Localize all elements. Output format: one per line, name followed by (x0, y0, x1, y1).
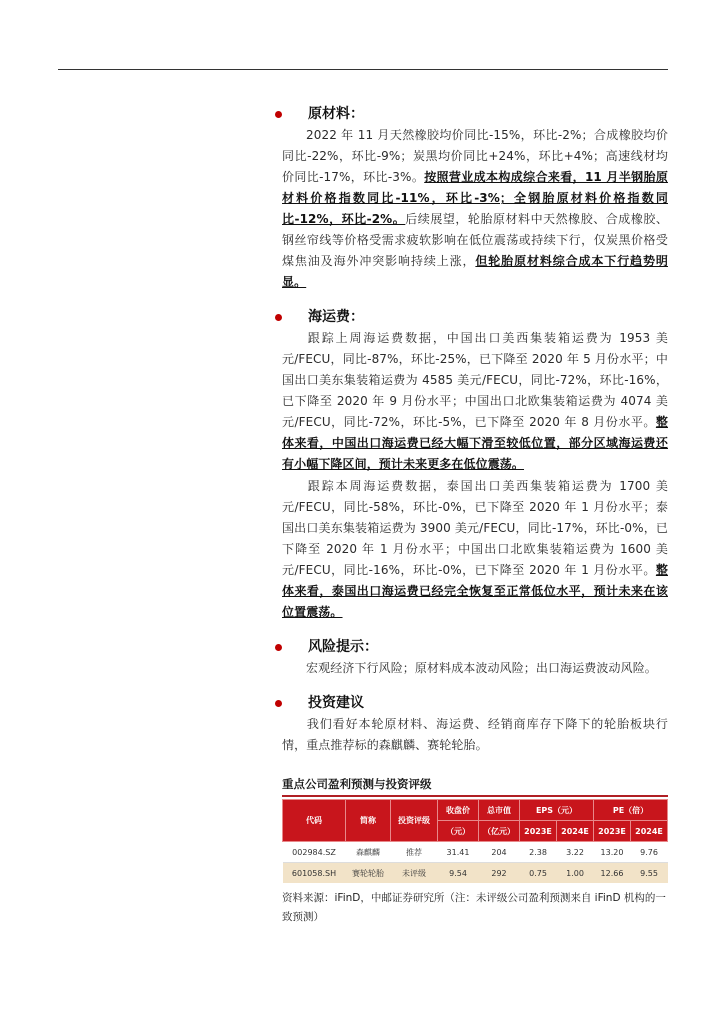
cell-name: 森麒麟 (346, 842, 391, 863)
cell-name: 赛轮轮胎 (346, 863, 391, 884)
cell-eps-2023: 0.75 (520, 863, 557, 884)
highlight-text: 但轮胎原材料综合成本下行趋势明显。 (282, 254, 668, 289)
section-heading-text: 海运费： (308, 309, 364, 325)
bullet-dot-icon (275, 644, 282, 651)
cell-pe-2024: 9.55 (631, 863, 668, 884)
cell-price: 9.54 (438, 863, 479, 884)
cell-rating: 推荐 (391, 842, 438, 863)
col-pe-2024: 2024E (631, 821, 668, 842)
source-note: 资料来源：iFinD，中邮证券研究所（注：未评级公司盈利预测来自 iFinD 机构的一致预测） (282, 892, 666, 923)
col-eps: EPS（元） (520, 800, 594, 821)
header-rule (58, 69, 668, 70)
cell-mktcap: 292 (479, 863, 520, 884)
body-text: 跟踪本周海运费数据，泰国出口美西集装箱运费为 1700 美元/FECU，同比-58%，环比-0%，已下降至 2020 年 1 月份水平；泰国出口美东集装箱运费为 3900 美元/FECU，同比-17%，环比-0%，已下降至 2020 年 1 月份水平；中国出口北欧集装箱运费为 1600 美元/FECU，同比-16%，环比-0%，已下降至 2020 年 1 月份水平。 (282, 479, 668, 577)
highlight-text: 整体来看，中国出口海运费已经大幅下滑至较低位置，部分区域海运费还有小幅下降区间，预计未来更多在低位震荡。 (282, 415, 668, 471)
paragraph (282, 328, 668, 475)
body-text: 宏观经济下行风险；原材料成本波动风险；出口海运费波动风险。 (306, 661, 657, 675)
section (282, 104, 668, 293)
cell-eps-2024: 1.00 (557, 863, 594, 884)
table-row (283, 863, 668, 884)
table-row (283, 842, 668, 863)
section-heading (282, 693, 668, 713)
paragraph (282, 714, 668, 756)
body-text: 2022 年 11 月天然橡胶均价同比-15%，环比-2%；合成橡胶均价同比-22%，环比-9%；炭黑均价同比+24%，环比+4%；高速线材均价同比-17%，环比-3%。 (282, 128, 668, 184)
cell-pe-2024: 9.76 (631, 842, 668, 863)
bullet-dot-icon (275, 700, 282, 707)
body-text: 后续展望，轮胎原材料中天然橡胶、合成橡胶、钢丝帘线等价格受需求疲软影响在低位震荡或持续下行，仅炭黑价格受煤焦油及海外冲突影响持续上涨， (282, 212, 668, 268)
col-eps-2024: 2024E (557, 821, 594, 842)
section-heading (282, 104, 668, 124)
section-heading-text: 原材料： (308, 106, 364, 122)
col-code: 代码 (283, 800, 346, 842)
col-pe: PE（倍） (594, 800, 668, 821)
col-price: 收盘价 (438, 800, 479, 821)
section (282, 307, 668, 623)
sections-container (282, 104, 668, 756)
body-text: 跟踪上周海运费数据，中国出口美西集装箱运费为 1953 美元/FECU，同比-87%，环比-25%，已下降至 2020 年 5 月份水平；中国出口美东集装箱运费为 4585 美元/FECU，同比-72%，环比-16%，已下降至 2020 年 9 月份水平；中国出口北欧集装箱运费为 4074 美元/FECU，同比-72%，环比-5%，已下降至 2020 年 8 月份水平。 (282, 331, 668, 429)
bullet-dot-icon (275, 314, 282, 321)
body-text: 我们看好本轮原材料、海运费、经销商库存下降下的轮胎板块行情，重点推荐标的森麒麟、赛轮轮胎。 (282, 717, 668, 752)
table-body (283, 842, 668, 884)
section-heading-text: 投资建议 (308, 695, 364, 711)
col-pe-2023: 2023E (594, 821, 631, 842)
cell-rating: 未评级 (391, 863, 438, 884)
col-mktcap-unit: （亿元） (479, 821, 520, 842)
cell-price: 31.41 (438, 842, 479, 863)
section-heading (282, 307, 668, 327)
highlight-text: 整体来看，泰国出口海运费已经完全恢复至正常低位水平，预计未来在该位置震荡。 (282, 563, 668, 619)
cell-code: 601058.SH (283, 863, 346, 884)
cell-eps-2023: 2.38 (520, 842, 557, 863)
highlight-text: 按照营业成本构成综合来看，11 月半钢胎原材料价格指数同比-11%，环比-3%；全钢胎原材料价格指数同比-12%，环比-2%。 (282, 170, 668, 226)
cell-code: 002984.SZ (283, 842, 346, 863)
cell-eps-2024: 3.22 (557, 842, 594, 863)
col-mktcap: 总市值 (479, 800, 520, 821)
forecast-table (282, 799, 668, 883)
col-price-unit: （元） (438, 821, 479, 842)
col-name: 简称 (346, 800, 391, 842)
paragraph (282, 658, 668, 679)
section-heading-text: 风险提示： (308, 639, 378, 655)
cell-pe-2023: 13.20 (594, 842, 631, 863)
section (282, 637, 668, 679)
paragraph (282, 125, 668, 293)
cell-mktcap: 204 (479, 842, 520, 863)
bullet-dot-icon (275, 111, 282, 118)
col-rating: 投资评级 (391, 800, 438, 842)
table-title: 重点公司盈利预测与投资评级 (282, 776, 668, 797)
section-heading (282, 637, 668, 657)
section (282, 693, 668, 756)
cell-pe-2023: 12.66 (594, 863, 631, 884)
paragraph (282, 476, 668, 623)
col-eps-2023: 2023E (520, 821, 557, 842)
report-body (282, 104, 668, 927)
